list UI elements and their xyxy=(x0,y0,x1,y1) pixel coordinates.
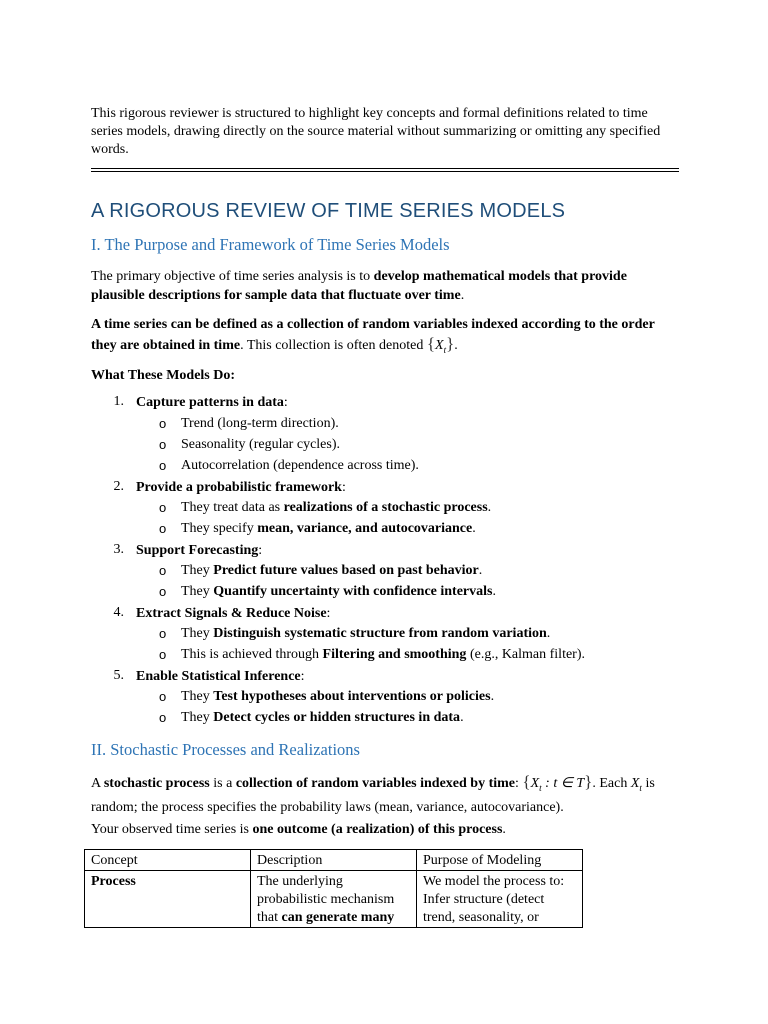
sub-list-item: Trend (long-term direction). xyxy=(181,416,339,431)
sub-list-item: Seasonality (regular cycles). xyxy=(181,437,340,452)
table-header-cell: Description xyxy=(251,850,417,871)
bullet-marker: o xyxy=(159,710,167,725)
bullet-marker: o xyxy=(159,647,167,662)
table-header-cell: Purpose of Modeling xyxy=(417,850,583,871)
table-row xyxy=(85,871,583,928)
table-cell-purpose: We model the process to: Infer structure (detect trend, seasonality, or xyxy=(417,871,583,928)
bullet-marker: o xyxy=(159,521,167,536)
table-header-cell: Concept xyxy=(85,850,251,871)
list-item: Capture patterns in data: xyxy=(136,395,288,410)
section-1-heading: I. The Purpose and Framework of Time Series Models xyxy=(91,235,450,254)
bullet-marker: o xyxy=(159,584,167,599)
bullet-marker: o xyxy=(159,458,167,473)
list-item: Enable Statistical Inference: xyxy=(136,669,305,684)
list-number: 2. xyxy=(113,479,124,494)
section-2-heading: II. Stochastic Processes and Realizations xyxy=(91,740,360,759)
table-cell-concept: Process xyxy=(85,871,251,928)
sub-list-item: Autocorrelation (dependence across time). xyxy=(181,458,419,473)
list-item: Extract Signals & Reduce Noise: xyxy=(136,606,331,621)
bullet-marker: o xyxy=(159,626,167,641)
table-header-row xyxy=(85,850,583,871)
intro-paragraph: This rigorous reviewer is structured to highlight key concepts and formal definitions related to time series models, drawing directly on the source material without summarizing or omitting any specified words. xyxy=(91,106,661,157)
sub-list-item: They Detect cycles or hidden structures in data. xyxy=(181,710,464,725)
list-number: 1. xyxy=(113,394,124,409)
list-number: 5. xyxy=(113,668,124,683)
bullet-marker: o xyxy=(159,437,167,452)
double-rule-divider xyxy=(91,168,679,172)
list-number: 3. xyxy=(113,542,124,557)
sub-list-item: They Predict future values based on past behavior. xyxy=(181,563,483,578)
list-item: Support Forecasting: xyxy=(136,543,263,558)
sub-list-item: They treat data as realizations of a stochastic process. xyxy=(181,500,492,515)
bullet-marker: o xyxy=(159,500,167,515)
table-cell-description: The underlying probabilistic mechanism that can generate many xyxy=(251,871,417,928)
section-2-paragraph-1: A stochastic process is a collection of random variables indexed by time: {$X_t$ : t ∈ T}. Each $X_t$ is random; the process specifies the probability laws (mean, variance, autocovariance). xyxy=(91,772,655,815)
concept-table xyxy=(84,849,583,928)
section-1-paragraph-1: The primary objective of time series analysis is to develop mathematical models that provide plausible descriptions for sample data that fluctuate over time. xyxy=(91,269,627,303)
sub-list-item: They Distinguish systematic structure from random variation. xyxy=(181,626,551,641)
sub-list-item: They specify mean, variance, and autocovariance. xyxy=(181,521,476,536)
section-1-paragraph-2: A time series can be defined as a collection of random variables indexed according to the order they are obtained in time. This collection is often denoted $\{X_t\}$. xyxy=(91,317,655,355)
bullet-marker: o xyxy=(159,689,167,704)
bullet-marker: o xyxy=(159,416,167,431)
models-heading: What These Models Do: xyxy=(91,368,236,383)
section-2-paragraph-2: Your observed time series is one outcome (a realization) of this process. xyxy=(91,822,506,837)
document-title: A RIGOROUS REVIEW OF TIME SERIES MODELS xyxy=(91,200,566,222)
sub-list-item: They Quantify uncertainty with confidence intervals. xyxy=(181,584,496,599)
list-number: 4. xyxy=(113,605,124,620)
sub-list-item: They Test hypotheses about interventions or policies. xyxy=(181,689,495,704)
sub-list-item: This is achieved through Filtering and smoothing (e.g., Kalman filter). xyxy=(181,647,585,662)
bullet-marker: o xyxy=(159,563,167,578)
list-item: Provide a probabilistic framework: xyxy=(136,480,346,495)
